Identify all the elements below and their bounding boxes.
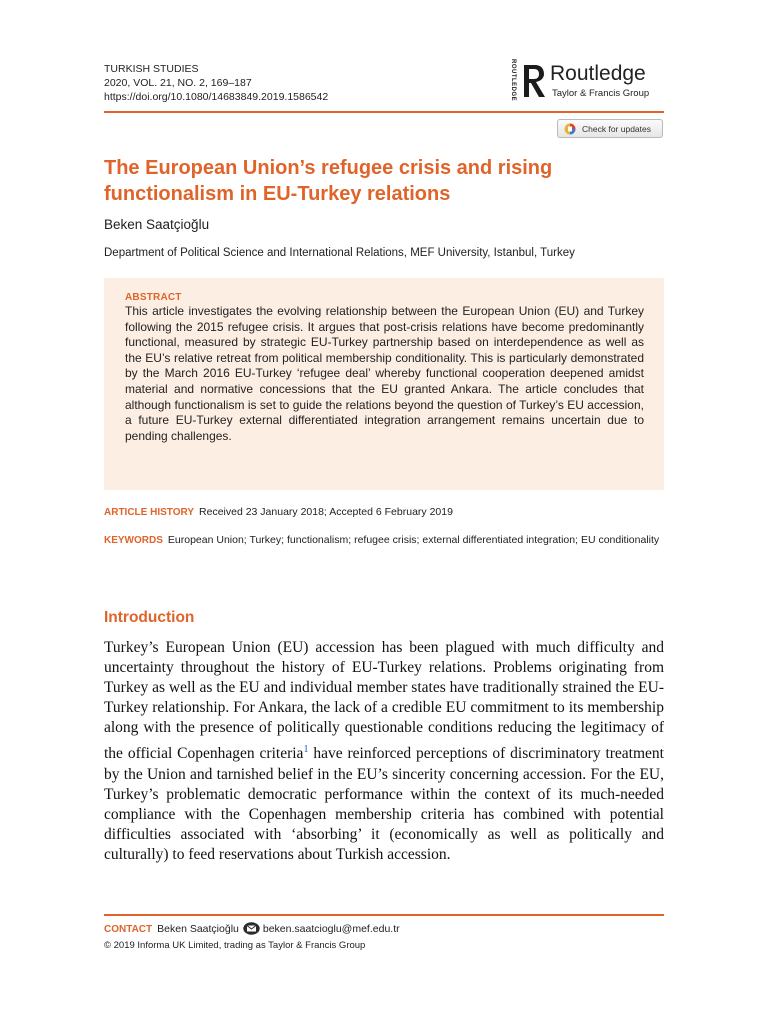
journal-citation: 2020, VOL. 21, NO. 2, 169–187 [104, 77, 252, 89]
publisher-name: Routledge [550, 62, 646, 85]
check-updates-icon [564, 123, 576, 135]
abstract-text: This article investigates the evolving relationship between the European Union (EU) and Turkey following the 2015 refugee crisis. It argues that post-crisis relations have become predominantly functional, measured by strategic EU-Turkey partnership based on interdependence as well as the EU’s relative retreat from political membership conditionality. This is particularly demonstrated by the March 2016 EU-Turkey ‘refugee deal’ whereby functional cooperation deepened amidst material and normative concessions that the EU granted Ankara. The article concludes that although functionalism is set to guide the relations beyond the question of Turkey’s EU accession, a future EU-Turkey external differentiated integration arrangement remains uncertain due to pending challenges. [125, 304, 644, 443]
footnote-link[interactable]: 1 [303, 744, 309, 756]
introduction-text-part1: Turkey’s European Union (EU) accession has been plagued with much difficulty and uncertainty throughout the history of EU-Turkey relations. Problems originating from Turkey as well as the EU and individual member states have traditionally strained the EU-Turkey relationship. For Ankara, the lack of a credible EU commitment to its membership along with the presence of politically questionable conditions reducing the legitimacy of the official Copenhagen criteria [104, 639, 664, 763]
abstract-heading: ABSTRACT [125, 292, 182, 303]
doi-link[interactable]: https://doi.org/10.1080/14683849.2019.1586542 [104, 91, 329, 103]
contact-email-link[interactable]: beken.saatcioglu@mef.edu.tr [262, 923, 400, 935]
author-affiliation: Department of Political Science and International Relations, MEF University, Istanbul, Turkey [104, 247, 575, 259]
copyright-notice: © 2019 Informa UK Limited, trading as Taylor & Francis Group [104, 940, 366, 951]
keywords-label: KEYWORDS [104, 535, 163, 546]
contact-label: CONTACT [104, 924, 153, 935]
article-history-text: Received 23 January 2018; Accepted 6 February 2019 [199, 506, 453, 518]
publisher-subtitle: Taylor & Francis Group [552, 88, 650, 99]
article-history-label: ARTICLE HISTORY [104, 507, 195, 518]
author-name[interactable]: Beken Saatçioğlu [104, 217, 210, 232]
journal-info [104, 62, 328, 104]
keywords-text: European Union; Turkey; functionalism; refugee crisis; external differentiated integration; EU conditionality [167, 534, 660, 546]
introduction-text-part2: have reinforced perceptions of discriminatory treatment by the Union and tarnished belief in the EU’s sincerity concerning accession. For the EU, Turkey’s problematic democratic performance within the context of its much-needed compliance with the Copenhagen membership criteria has combined with potential difficulties associated with ‘absorbing’ it (economically as well as politically and culturally) to feed reservations about Turkish accession. [104, 745, 664, 864]
abstract-box [104, 278, 664, 490]
check-updates-label: Check for updates [582, 124, 651, 134]
footer-rule [104, 914, 664, 916]
routledge-r-icon [522, 63, 546, 99]
introduction-heading: Introduction [104, 609, 195, 626]
publisher-logo[interactable] [506, 60, 671, 104]
check-updates-button[interactable] [557, 119, 663, 138]
introduction-paragraph [104, 638, 664, 865]
journal-name: TURKISH STUDIES [104, 63, 199, 75]
mail-icon [243, 922, 260, 935]
article-title: The European Union’s refugee crisis and rising functionalism in EU-Turkey relations [104, 157, 553, 205]
header-rule [104, 111, 664, 113]
article-history [104, 506, 453, 518]
contact-name: Beken Saatçioğlu [157, 923, 239, 935]
logo-vertical-text: ROUTLEDGE [510, 59, 516, 102]
contact-line [104, 922, 400, 935]
keywords [104, 533, 668, 548]
